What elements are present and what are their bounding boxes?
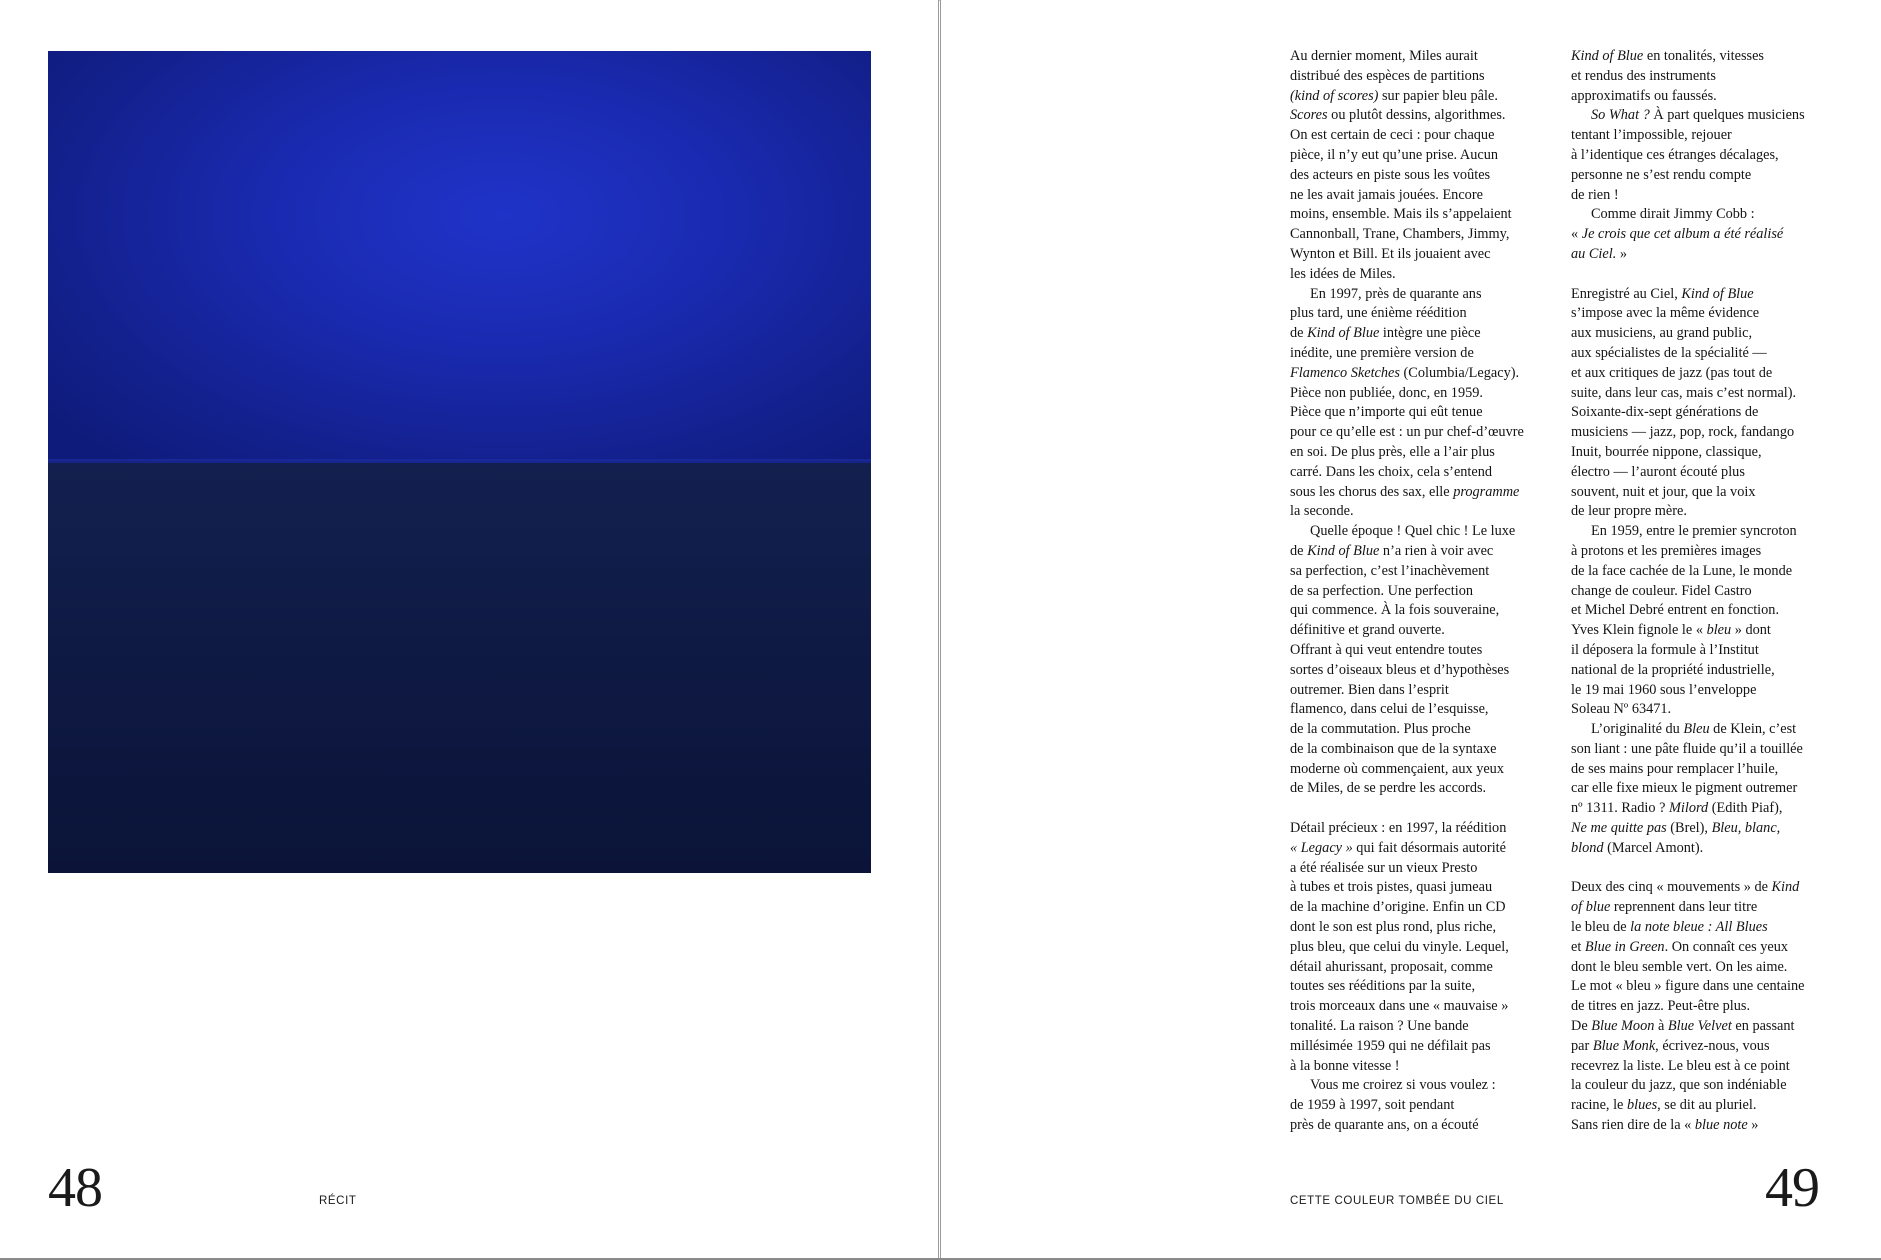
text-line: en soi. De plus près, elle a l’air plus	[1290, 443, 1495, 460]
text-line	[1571, 265, 1841, 285]
text-line: moins, ensemble. Mais ils s’appelaient	[1290, 206, 1512, 223]
text-line: nº 1311. Radio ? Milord (Edith Piaf),	[1571, 800, 1783, 817]
text-line: flamenco, dans celui de l’esquisse,	[1290, 701, 1489, 718]
text-line: (kind of scores) sur papier bleu pâle.	[1290, 87, 1498, 104]
text-line: aux musiciens, au grand public,	[1571, 325, 1753, 342]
text-line: électro — l’auront écouté plus	[1571, 463, 1745, 480]
text-line: à tubes et trois pistes, quasi jumeau	[1290, 879, 1493, 896]
text-line: tentant l’impossible, rejouer	[1571, 127, 1732, 144]
text-line: De Blue Moon à Blue Velvet en passant	[1571, 1018, 1795, 1035]
text-line: la seconde.	[1290, 503, 1354, 520]
text-line: trois morceaux dans une « mauvaise »	[1290, 998, 1509, 1015]
text-line: Pièce que n’importe qui eût tenue	[1290, 404, 1483, 421]
text-column-2	[1571, 47, 1841, 1136]
text-line: de Kind of Blue intègre une pièce	[1290, 325, 1481, 342]
text-line: a été réalisée sur un vieux Presto	[1290, 859, 1478, 876]
text-line: L’originalité du Bleu de Klein, c’est	[1591, 721, 1797, 738]
text-line: Flamenco Sketches (Columbia/Legacy).	[1290, 364, 1520, 381]
text-line: inédite, une première version de	[1290, 344, 1474, 361]
text-line: toutes ses rééditions par la suite,	[1290, 978, 1476, 995]
text-line: Cannonball, Trane, Chambers, Jimmy,	[1290, 226, 1510, 243]
text-line: sortes d’oiseaux bleus et d’hypothèses	[1290, 661, 1510, 678]
folio-right: 49	[1765, 1157, 1819, 1219]
text-line: personne ne s’est rendu compte	[1571, 166, 1752, 183]
text-line: En 1959, entre le premier syncroton	[1591, 523, 1797, 540]
text-line: carré. Dans les choix, cela s’entend	[1290, 463, 1493, 480]
text-line: Pièce non publiée, donc, en 1959.	[1290, 384, 1483, 401]
text-line	[1571, 859, 1841, 879]
text-line: par Blue Monk, écrivez-nous, vous	[1571, 1037, 1770, 1054]
text-line: il déposera la formule à l’Institut	[1571, 641, 1759, 658]
text-line	[1290, 799, 1560, 819]
text-line: Wynton et Bill. Et ils jouaient avec	[1290, 245, 1491, 262]
text-line: son liant : une pâte fluide qu’il a touillée	[1571, 740, 1803, 757]
text-line: pour ce qu’elle est : un pur chef-d’œuvre	[1290, 424, 1524, 441]
text-line: Ne me quitte pas (Brel), Bleu, blanc,	[1571, 820, 1781, 837]
text-line: suite, dans leur cas, mais c’est normal).	[1571, 384, 1797, 401]
text-line: musiciens — jazz, pop, rock, fandango	[1571, 424, 1795, 441]
photo-sea	[48, 463, 871, 873]
text-line: pièce, il n’y eut qu’une prise. Aucun	[1290, 146, 1499, 163]
folio-left: 48	[48, 1157, 102, 1219]
text-line: Yves Klein fignole le « bleu » dont	[1571, 622, 1771, 639]
text-line: à l’identique ces étranges décalages,	[1571, 146, 1779, 163]
text-line: sa perfection, c’est l’inachèvement	[1290, 562, 1490, 579]
text-line: Inuit, bourrée nippone, classique,	[1571, 443, 1762, 460]
text-line: de la face cachée de la Lune, le monde	[1571, 562, 1793, 579]
text-line: les idées de Miles.	[1290, 265, 1396, 282]
text-line: En 1997, près de quarante ans	[1310, 285, 1482, 302]
text-line: outremer. Bien dans l’esprit	[1290, 681, 1449, 698]
text-line: à protons et les premières images	[1571, 542, 1762, 559]
text-line: le bleu de la note bleue : All Blues	[1571, 919, 1768, 936]
left-page	[0, 0, 939, 1260]
text-line: Au dernier moment, Miles aurait	[1290, 48, 1478, 64]
text-line: blond (Marcel Amont).	[1571, 839, 1704, 856]
text-line: de Miles, de se perdre les accords.	[1290, 780, 1487, 797]
text-line: de 1959 à 1997, soit pendant	[1290, 1097, 1455, 1114]
text-line: la couleur du jazz, que son indéniable	[1571, 1077, 1787, 1094]
text-line: et Michel Debré entrent en fonction.	[1571, 602, 1780, 619]
text-line: approximatifs ou faussés.	[1571, 87, 1717, 104]
text-line: So What ? À part quelques musiciens	[1591, 107, 1805, 124]
text-line: de la machine d’origine. Enfin un CD	[1290, 899, 1506, 916]
text-line: Soixante-dix-sept générations de	[1571, 404, 1759, 421]
text-line: sous les chorus des sax, elle programme	[1290, 483, 1520, 500]
text-line: dont le son est plus rond, plus riche,	[1290, 919, 1497, 936]
text-line: tonalité. La raison ? Une bande	[1290, 1018, 1469, 1035]
text-line: près de quarante ans, on a écouté	[1290, 1117, 1479, 1134]
text-line: qui commence. À la fois souveraine,	[1290, 602, 1500, 619]
text-line: de titres en jazz. Peut-être plus.	[1571, 998, 1751, 1015]
photo-sky	[48, 51, 871, 463]
text-line: et rendus des instruments	[1571, 67, 1716, 84]
text-line: Le mot « bleu » figure dans une centaine	[1571, 978, 1805, 995]
text-line: de sa perfection. Une perfection	[1290, 582, 1473, 599]
text-line: Quelle époque ! Quel chic ! Le luxe	[1310, 523, 1516, 540]
text-line: « Legacy » qui fait désormais autorité	[1290, 839, 1506, 856]
text-line: Offrant à qui veut entendre toutes	[1290, 641, 1483, 658]
text-line: aux spécialistes de la spécialité —	[1571, 344, 1767, 361]
text-line: de la commutation. Plus proche	[1290, 721, 1471, 738]
text-line: s’impose avec la même évidence	[1571, 305, 1760, 322]
text-line: détail ahurissant, proposait, comme	[1290, 958, 1493, 975]
text-line: à la bonne vitesse !	[1290, 1057, 1400, 1074]
text-line: souvent, nuit et jour, que la voix	[1571, 483, 1756, 500]
text-line: définitive et grand ouverte.	[1290, 622, 1445, 639]
text-line: recevrez la liste. Le bleu est à ce point	[1571, 1057, 1790, 1074]
text-line: et aux critiques de jazz (pas tout de	[1571, 364, 1773, 381]
running-head-left: RÉCIT	[319, 1195, 357, 1207]
text-line: plus bleu, que celui du vinyle. Lequel,	[1290, 938, 1509, 955]
text-line: Détail précieux : en 1997, la réédition	[1290, 820, 1507, 837]
text-line: des acteurs en piste sous les voûtes	[1290, 166, 1491, 183]
text-line: distribué des espèces de partitions	[1290, 67, 1485, 84]
text-line: ne les avait jamais jouées. Encore	[1290, 186, 1483, 203]
text-line: Vous me croirez si vous voulez :	[1310, 1077, 1496, 1094]
text-line: au Ciel. »	[1571, 245, 1628, 262]
text-line: racine, le blues, se dit au pluriel.	[1571, 1097, 1757, 1114]
text-line: et Blue in Green. On connaît ces yeux	[1571, 938, 1789, 955]
text-line: Comme dirait Jimmy Cobb :	[1591, 206, 1755, 223]
text-line: Soleau Nº 63471.	[1571, 701, 1672, 718]
text-line: de leur propre mère.	[1571, 503, 1687, 520]
text-line: car elle fixe mieux le pigment outremer	[1571, 780, 1798, 797]
text-line: millésimée 1959 qui ne défilait pas	[1290, 1037, 1491, 1054]
text-line: de ses mains pour remplacer l’huile,	[1571, 760, 1779, 777]
text-line: Scores ou plutôt dessins, algorithmes.	[1290, 107, 1506, 124]
text-line: of blue reprennent dans leur titre	[1571, 899, 1758, 916]
text-line: dont le bleu semble vert. On les aime.	[1571, 958, 1788, 975]
running-head-right: CETTE COULEUR TOMBÉE DU CIEL	[1290, 1195, 1504, 1207]
text-line: moderne où commençaient, aux yeux	[1290, 760, 1504, 777]
text-column-1	[1290, 47, 1560, 1136]
text-line: plus tard, une énième réédition	[1290, 305, 1467, 322]
text-line: On est certain de ceci : pour chaque	[1290, 127, 1495, 144]
text-line: de rien !	[1571, 186, 1619, 203]
text-line: national de la propriété industrielle,	[1571, 661, 1775, 678]
text-line: Enregistré au Ciel, Kind of Blue	[1571, 285, 1754, 302]
blue-seascape-photo	[48, 51, 871, 873]
text-line: de la combinaison que de la syntaxe	[1290, 740, 1497, 757]
text-line: « Je crois que cet album a été réalisé	[1571, 226, 1784, 243]
text-line: de Kind of Blue n’a rien à voir avec	[1290, 542, 1494, 559]
text-line: Sans rien dire de la « blue note »	[1571, 1117, 1759, 1134]
text-line: le 19 mai 1960 sous l’enveloppe	[1571, 681, 1757, 698]
text-line: Kind of Blue en tonalités, vitesses	[1571, 48, 1764, 64]
text-line: Deux des cinq « mouvements » de Kind	[1571, 879, 1800, 896]
text-line: change de couleur. Fidel Castro	[1571, 582, 1752, 599]
